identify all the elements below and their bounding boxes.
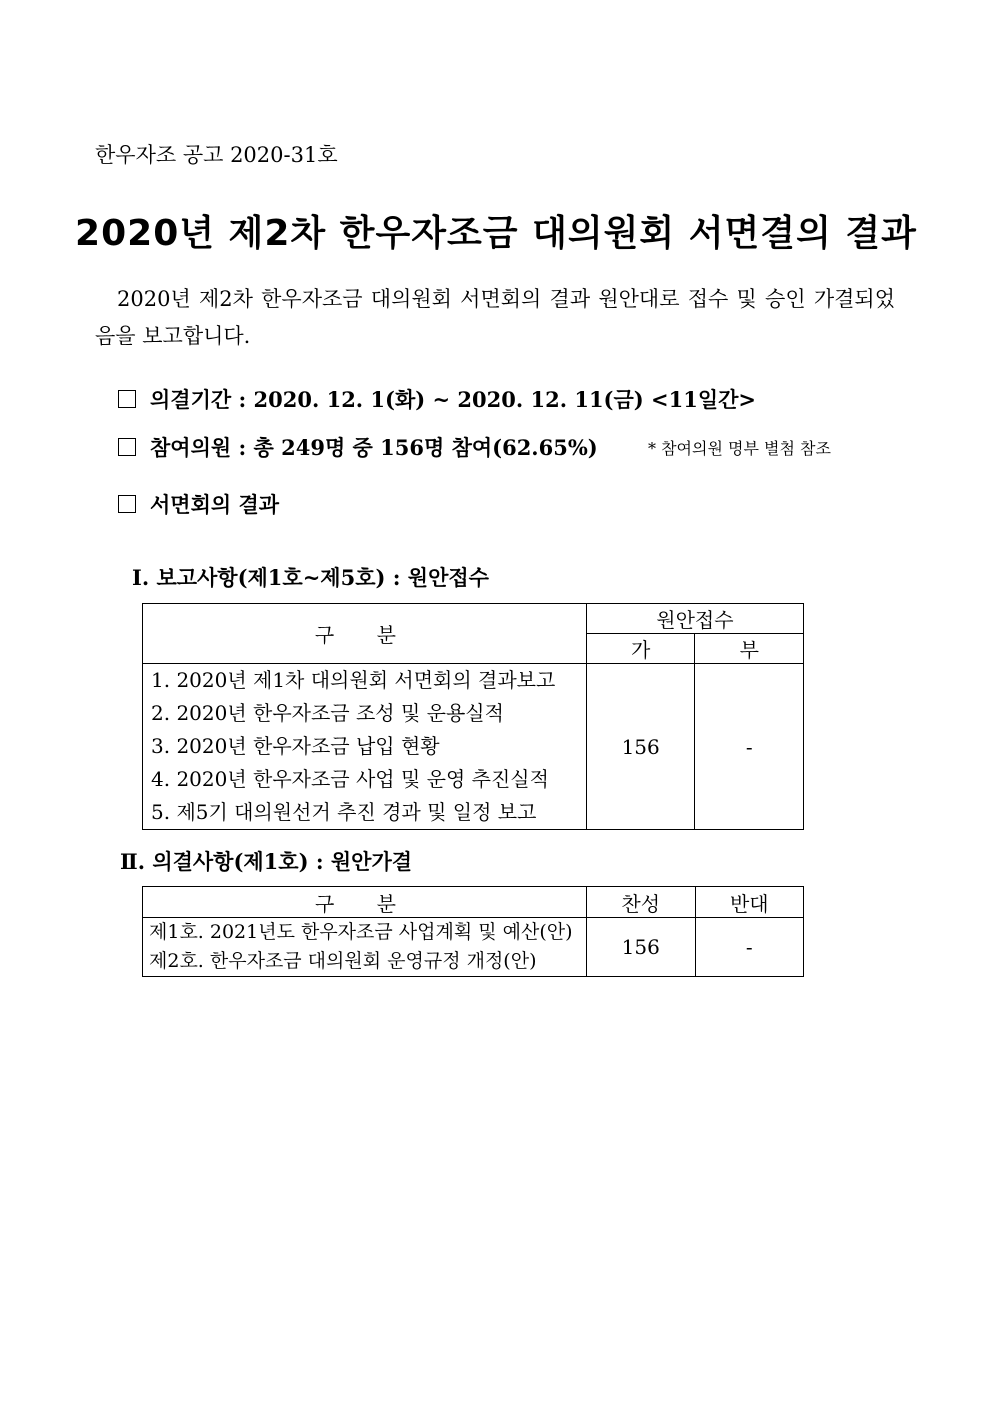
table2-header-yes: 찬성 xyxy=(586,887,695,918)
table1-yes-count: 156 xyxy=(586,664,695,830)
list-item: 3. 2020년 한우자조금 납입 현황 xyxy=(151,734,440,758)
voting-period-row xyxy=(118,384,756,414)
table2-header-no: 반대 xyxy=(695,887,803,918)
checkbox-icon xyxy=(118,438,136,456)
table1-header-category: 구 분 xyxy=(143,604,587,664)
checkbox-icon xyxy=(118,390,136,408)
page-title: 2020년 제2차 한우자조금 대의원회 서면결의 결과 xyxy=(75,213,917,254)
table1-header-group: 원안접수 xyxy=(586,604,803,634)
participation-note: * 참여의원 명부 별첨 참조 xyxy=(648,439,831,458)
list-item: 4. 2020년 한우자조금 사업 및 운영 추진실적 xyxy=(151,767,549,791)
participation-label: 참여의원 : 총 249명 중 156명 참여(62.65%) xyxy=(150,435,598,460)
table1-items-cell xyxy=(143,664,587,830)
list-item: 제2호. 한우자조금 대의원회 운영규정 개정(안) xyxy=(149,950,537,972)
results-label: 서면회의 결과 xyxy=(150,492,280,517)
table1-no-count: - xyxy=(695,664,804,830)
checkbox-icon xyxy=(118,495,136,513)
section2-heading: Ⅱ. 의결사항(제1호) : 원안가결 xyxy=(120,849,413,874)
results-row xyxy=(118,489,279,519)
voting-period-label: 의결기간 : 2020. 12. 1(화) ~ 2020. 12. 11(금) <11일간> xyxy=(150,387,757,412)
list-item: 1. 2020년 제1차 대의원회 서면회의 결과보고 xyxy=(151,668,556,692)
list-item: 제1호. 2021년도 한우자조금 사업계획 및 예산(안) xyxy=(149,921,573,943)
section1-heading: Ⅰ. 보고사항(제1호~제5호) : 원안접수 xyxy=(132,565,489,590)
table2-header-category: 구 분 xyxy=(143,887,587,918)
participation-row xyxy=(118,432,831,462)
table1-header-no: 부 xyxy=(695,634,804,664)
table2-items-cell xyxy=(143,918,587,977)
notice-number: 한우자조 공고 2020-31호 xyxy=(95,143,338,167)
table2-yes-count: 156 xyxy=(586,918,695,977)
intro-paragraph: 2020년 제2차 한우자조금 대의원회 서면회의 결과 원안대로 접수 및 승인 가결되었음을 보고합니다. xyxy=(95,287,895,348)
list-item: 2. 2020년 한우자조금 조성 및 운용실적 xyxy=(151,701,504,725)
list-item: 5. 제5기 대의원선거 추진 경과 및 일정 보고 xyxy=(151,800,537,824)
table1-header-yes: 가 xyxy=(586,634,695,664)
report-items-table xyxy=(142,603,804,830)
resolution-items-table xyxy=(142,886,804,977)
table2-no-count: - xyxy=(695,918,803,977)
